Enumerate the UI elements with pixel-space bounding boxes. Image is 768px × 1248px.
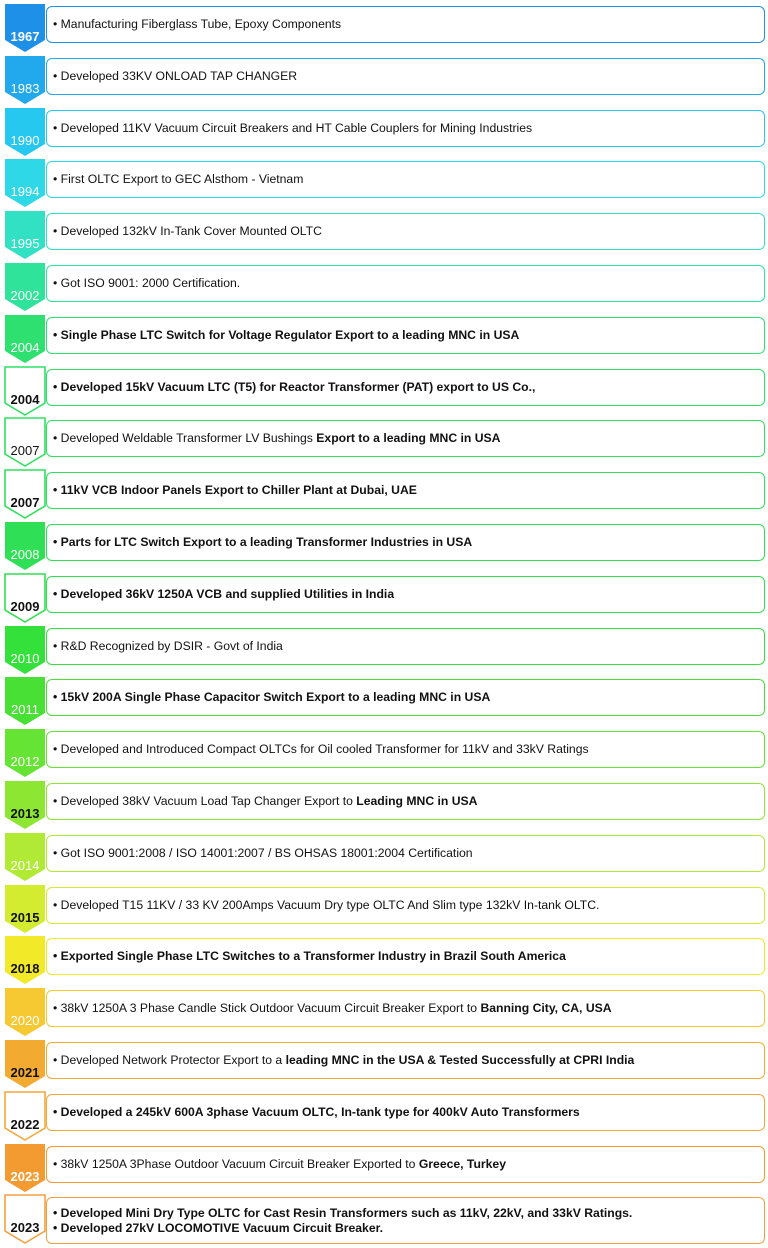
milestone-text-segment: • Got ISO 9001:2008 / ISO 14001:2007 / BS OHSAS 18001:2004 Certification <box>53 846 473 860</box>
year-marker <box>4 1040 46 1089</box>
milestone-text-line <box>53 483 764 498</box>
year-marker <box>4 470 46 519</box>
year-marker <box>4 885 46 934</box>
year-marker <box>4 367 46 416</box>
milestone-text-segment: • Developed Weldable Transformer LV Bushings <box>53 431 317 445</box>
chevron-shape <box>5 159 45 207</box>
chevron-shape <box>5 1144 45 1192</box>
milestone-description-box <box>46 58 765 95</box>
milestone-text-line <box>53 846 764 861</box>
year-marker <box>4 4 46 53</box>
year-label: 2007 <box>10 495 40 510</box>
milestone-text-segment: • Single Phase LTC Switch for Voltage Regulator Export to a leading MNC in USA <box>53 328 520 342</box>
year-marker <box>4 159 46 208</box>
milestone-text-line <box>53 1001 764 1016</box>
year-marker <box>4 574 46 623</box>
chevron-shape <box>5 626 45 674</box>
milestone-text-line <box>53 69 764 84</box>
milestone-text-segment: • Developed Mini Dry Type OLTC for Cast Resin Transformers such as 11kV, 22kV, and 33kV Ratings. <box>53 1205 633 1220</box>
year-label: 2004 <box>10 392 40 407</box>
chevron-shape <box>5 211 45 259</box>
year-marker <box>4 677 46 726</box>
year-marker <box>4 56 46 105</box>
milestone-text-segment: • Developed and Introduced Compact OLTCs for Oil cooled Transformer for 11kV and 33kV Ratings <box>53 742 589 756</box>
milestone-text-line <box>53 276 764 291</box>
milestone-text-segment: • Developed 38kV Vacuum Load Tap Changer Export to <box>53 794 357 808</box>
milestone-text-segment: • 11kV VCB Indoor Panels Export to Chiller Plant at Dubai, UAE <box>53 483 417 497</box>
milestone-text-line <box>53 639 764 654</box>
year-label: 2021 <box>10 1065 40 1080</box>
milestone-text-line <box>53 1105 764 1120</box>
milestone-text-line <box>53 690 764 705</box>
year-label: 2012 <box>10 754 40 769</box>
year-marker <box>4 263 46 312</box>
milestone-text-segment: • Developed 27kV LOCOMOTIVE Vacuum Circuit Breaker. <box>53 1220 384 1235</box>
year-label: 1995 <box>10 236 40 251</box>
milestone-description-box <box>46 990 765 1027</box>
chevron-shape <box>5 4 45 52</box>
milestone-description-box <box>46 6 765 43</box>
milestone-text-segment: • Developed 132kV In-Tank Cover Mounted OLTC <box>53 224 322 238</box>
chevron-shape <box>5 833 45 881</box>
milestone-text-line <box>53 1157 764 1172</box>
year-marker <box>4 108 46 157</box>
milestone-text-segment: • Exported Single Phase LTC Switches to a Transformer Industry in Brazil South America <box>53 949 566 963</box>
chevron-shape <box>5 108 45 156</box>
year-marker <box>4 729 46 778</box>
milestone-description-box <box>46 161 765 198</box>
milestone-description-box <box>46 1094 765 1131</box>
milestone-description-box <box>46 783 765 820</box>
milestone-text-line <box>53 742 764 757</box>
year-marker <box>4 1144 46 1193</box>
milestone-description-box <box>46 110 765 147</box>
milestone-text-segment: • Developed 33KV ONLOAD TAP CHANGER <box>53 69 298 83</box>
milestone-text-segment: Greece, Turkey <box>418 1157 506 1171</box>
milestone-description-box <box>46 1146 765 1183</box>
year-label: 2020 <box>10 1013 40 1028</box>
year-marker <box>4 522 46 571</box>
chevron-shape <box>5 263 45 311</box>
year-label: 2007 <box>10 443 40 458</box>
milestone-text-line <box>53 17 764 32</box>
year-label: 1994 <box>10 184 40 199</box>
milestone-description-box <box>46 938 765 975</box>
milestone-text-segment: Export to a leading MNC in USA <box>316 431 501 445</box>
milestone-text-line <box>53 1206 764 1221</box>
chevron-shape <box>5 470 45 518</box>
chevron-shape <box>5 729 45 777</box>
year-label: 1967 <box>10 29 40 44</box>
year-label: 2009 <box>10 599 40 614</box>
year-label: 2023 <box>10 1169 40 1184</box>
milestone-text-line <box>53 898 764 913</box>
year-marker <box>4 418 46 467</box>
milestone-description-box <box>46 835 765 872</box>
year-marker <box>4 936 46 985</box>
chevron-shape <box>5 988 45 1036</box>
year-marker <box>4 833 46 882</box>
chevron-shape <box>5 418 45 466</box>
milestone-text-segment: • 15kV 200A Single Phase Capacitor Switch Export to a leading MNC in USA <box>53 690 491 704</box>
year-label: 2015 <box>10 910 40 925</box>
milestone-description-box <box>46 369 765 406</box>
milestone-text-line <box>53 949 764 964</box>
year-label: 2023 <box>10 1220 40 1235</box>
milestone-text-line <box>53 794 764 809</box>
year-marker <box>4 315 46 364</box>
milestone-text-line <box>53 224 764 239</box>
milestone-text-segment: • Developed a 245kV 600A 3phase Vacuum OLTC, In-tank type for 400kV Auto Transformers <box>53 1105 580 1119</box>
milestone-description-box <box>46 213 765 250</box>
milestone-text-line <box>53 431 764 446</box>
milestone-description-box <box>46 265 765 302</box>
milestone-text-line <box>53 328 764 343</box>
milestone-text-line <box>53 587 764 602</box>
milestone-text-line <box>53 121 764 136</box>
milestone-text-segment: • Manufacturing Fiberglass Tube, Epoxy Components <box>53 17 342 31</box>
year-label: 2011 <box>11 702 39 717</box>
milestone-text-segment: • Parts for LTC Switch Export to a leading Transformer Industries in USA <box>53 535 473 549</box>
milestone-description-box <box>46 524 765 561</box>
milestone-text-segment: • First OLTC Export to GEC Alsthom - Vietnam <box>53 172 304 186</box>
chevron-shape <box>5 936 45 984</box>
year-label: 2002 <box>10 288 40 303</box>
milestone-text-segment: • Developed 15kV Vacuum LTC (T5) for Reactor Transformer (PAT) export to US Co., <box>53 380 536 394</box>
year-label: 1990 <box>10 133 40 148</box>
milestone-text-line <box>53 1053 764 1068</box>
chevron-shape <box>5 1195 45 1243</box>
milestone-text-segment: • R&D Recognized by DSIR - Govt of India <box>53 639 283 653</box>
year-label: 2010 <box>10 651 40 666</box>
year-marker <box>4 781 46 830</box>
year-label: 2008 <box>10 547 40 562</box>
milestone-text-segment: • Developed 11KV Vacuum Circuit Breakers and HT Cable Couplers for Mining Industries <box>53 121 533 135</box>
milestone-description-box <box>46 628 765 665</box>
year-label: 2022 <box>10 1117 40 1132</box>
year-label: 2013 <box>10 806 40 821</box>
milestone-description-box <box>46 472 765 509</box>
chevron-shape <box>5 522 45 570</box>
milestone-description-box <box>46 420 765 457</box>
milestone-description-box <box>46 679 765 716</box>
milestone-text-segment: • 38kV 1250A 3Phase Outdoor Vacuum Circuit Breaker Exported to <box>53 1157 419 1171</box>
milestone-text-segment: • Developed T15 11KV / 33 KV 200Amps Vacuum Dry type OLTC And Slim type 132kV In-tank OLTC. <box>53 898 600 912</box>
milestone-text-segment: Leading MNC in USA <box>356 794 478 808</box>
year-label: 2018 <box>10 961 40 976</box>
milestone-text-segment: leading MNC in the USA & Tested Successfully at CPRI India <box>285 1053 635 1067</box>
year-marker <box>4 988 46 1037</box>
milestone-text-segment: Banning City, CA, USA <box>480 1001 612 1015</box>
milestone-text-line <box>53 1221 764 1236</box>
chevron-shape <box>5 367 45 415</box>
milestone-description-box <box>46 1042 765 1079</box>
chevron-shape <box>5 574 45 622</box>
chevron-shape <box>5 56 45 104</box>
year-marker <box>4 626 46 675</box>
year-marker <box>4 1092 46 1141</box>
milestone-text-segment: • Developed Network Protector Export to a <box>53 1053 286 1067</box>
milestone-text-segment: • Developed 36kV 1250A VCB and supplied Utilities in India <box>53 587 395 601</box>
milestone-text-segment: • 38kV 1250A 3 Phase Candle Stick Outdoor Vacuum Circuit Breaker Export to <box>53 1001 481 1015</box>
year-marker <box>4 1195 46 1244</box>
chevron-shape <box>5 885 45 933</box>
chevron-shape <box>5 781 45 829</box>
milestone-description-box <box>46 887 765 924</box>
milestone-description-box <box>46 1197 765 1244</box>
milestone-text-segment: • Got ISO 9001: 2000 Certification. <box>53 276 241 290</box>
chevron-shape <box>5 677 45 725</box>
milestone-description-box <box>46 731 765 768</box>
year-label: 2014 <box>10 858 40 873</box>
milestone-description-box <box>46 317 765 354</box>
milestone-text-line <box>53 380 764 395</box>
chevron-shape <box>5 315 45 363</box>
chevron-shape <box>5 1092 45 1140</box>
chevron-shape <box>5 1040 45 1088</box>
year-label: 2004 <box>10 340 40 355</box>
year-label: 1983 <box>10 81 40 96</box>
milestone-text-line <box>53 172 764 187</box>
milestone-description-box <box>46 576 765 613</box>
milestone-text-line <box>53 535 764 550</box>
year-marker <box>4 211 46 260</box>
